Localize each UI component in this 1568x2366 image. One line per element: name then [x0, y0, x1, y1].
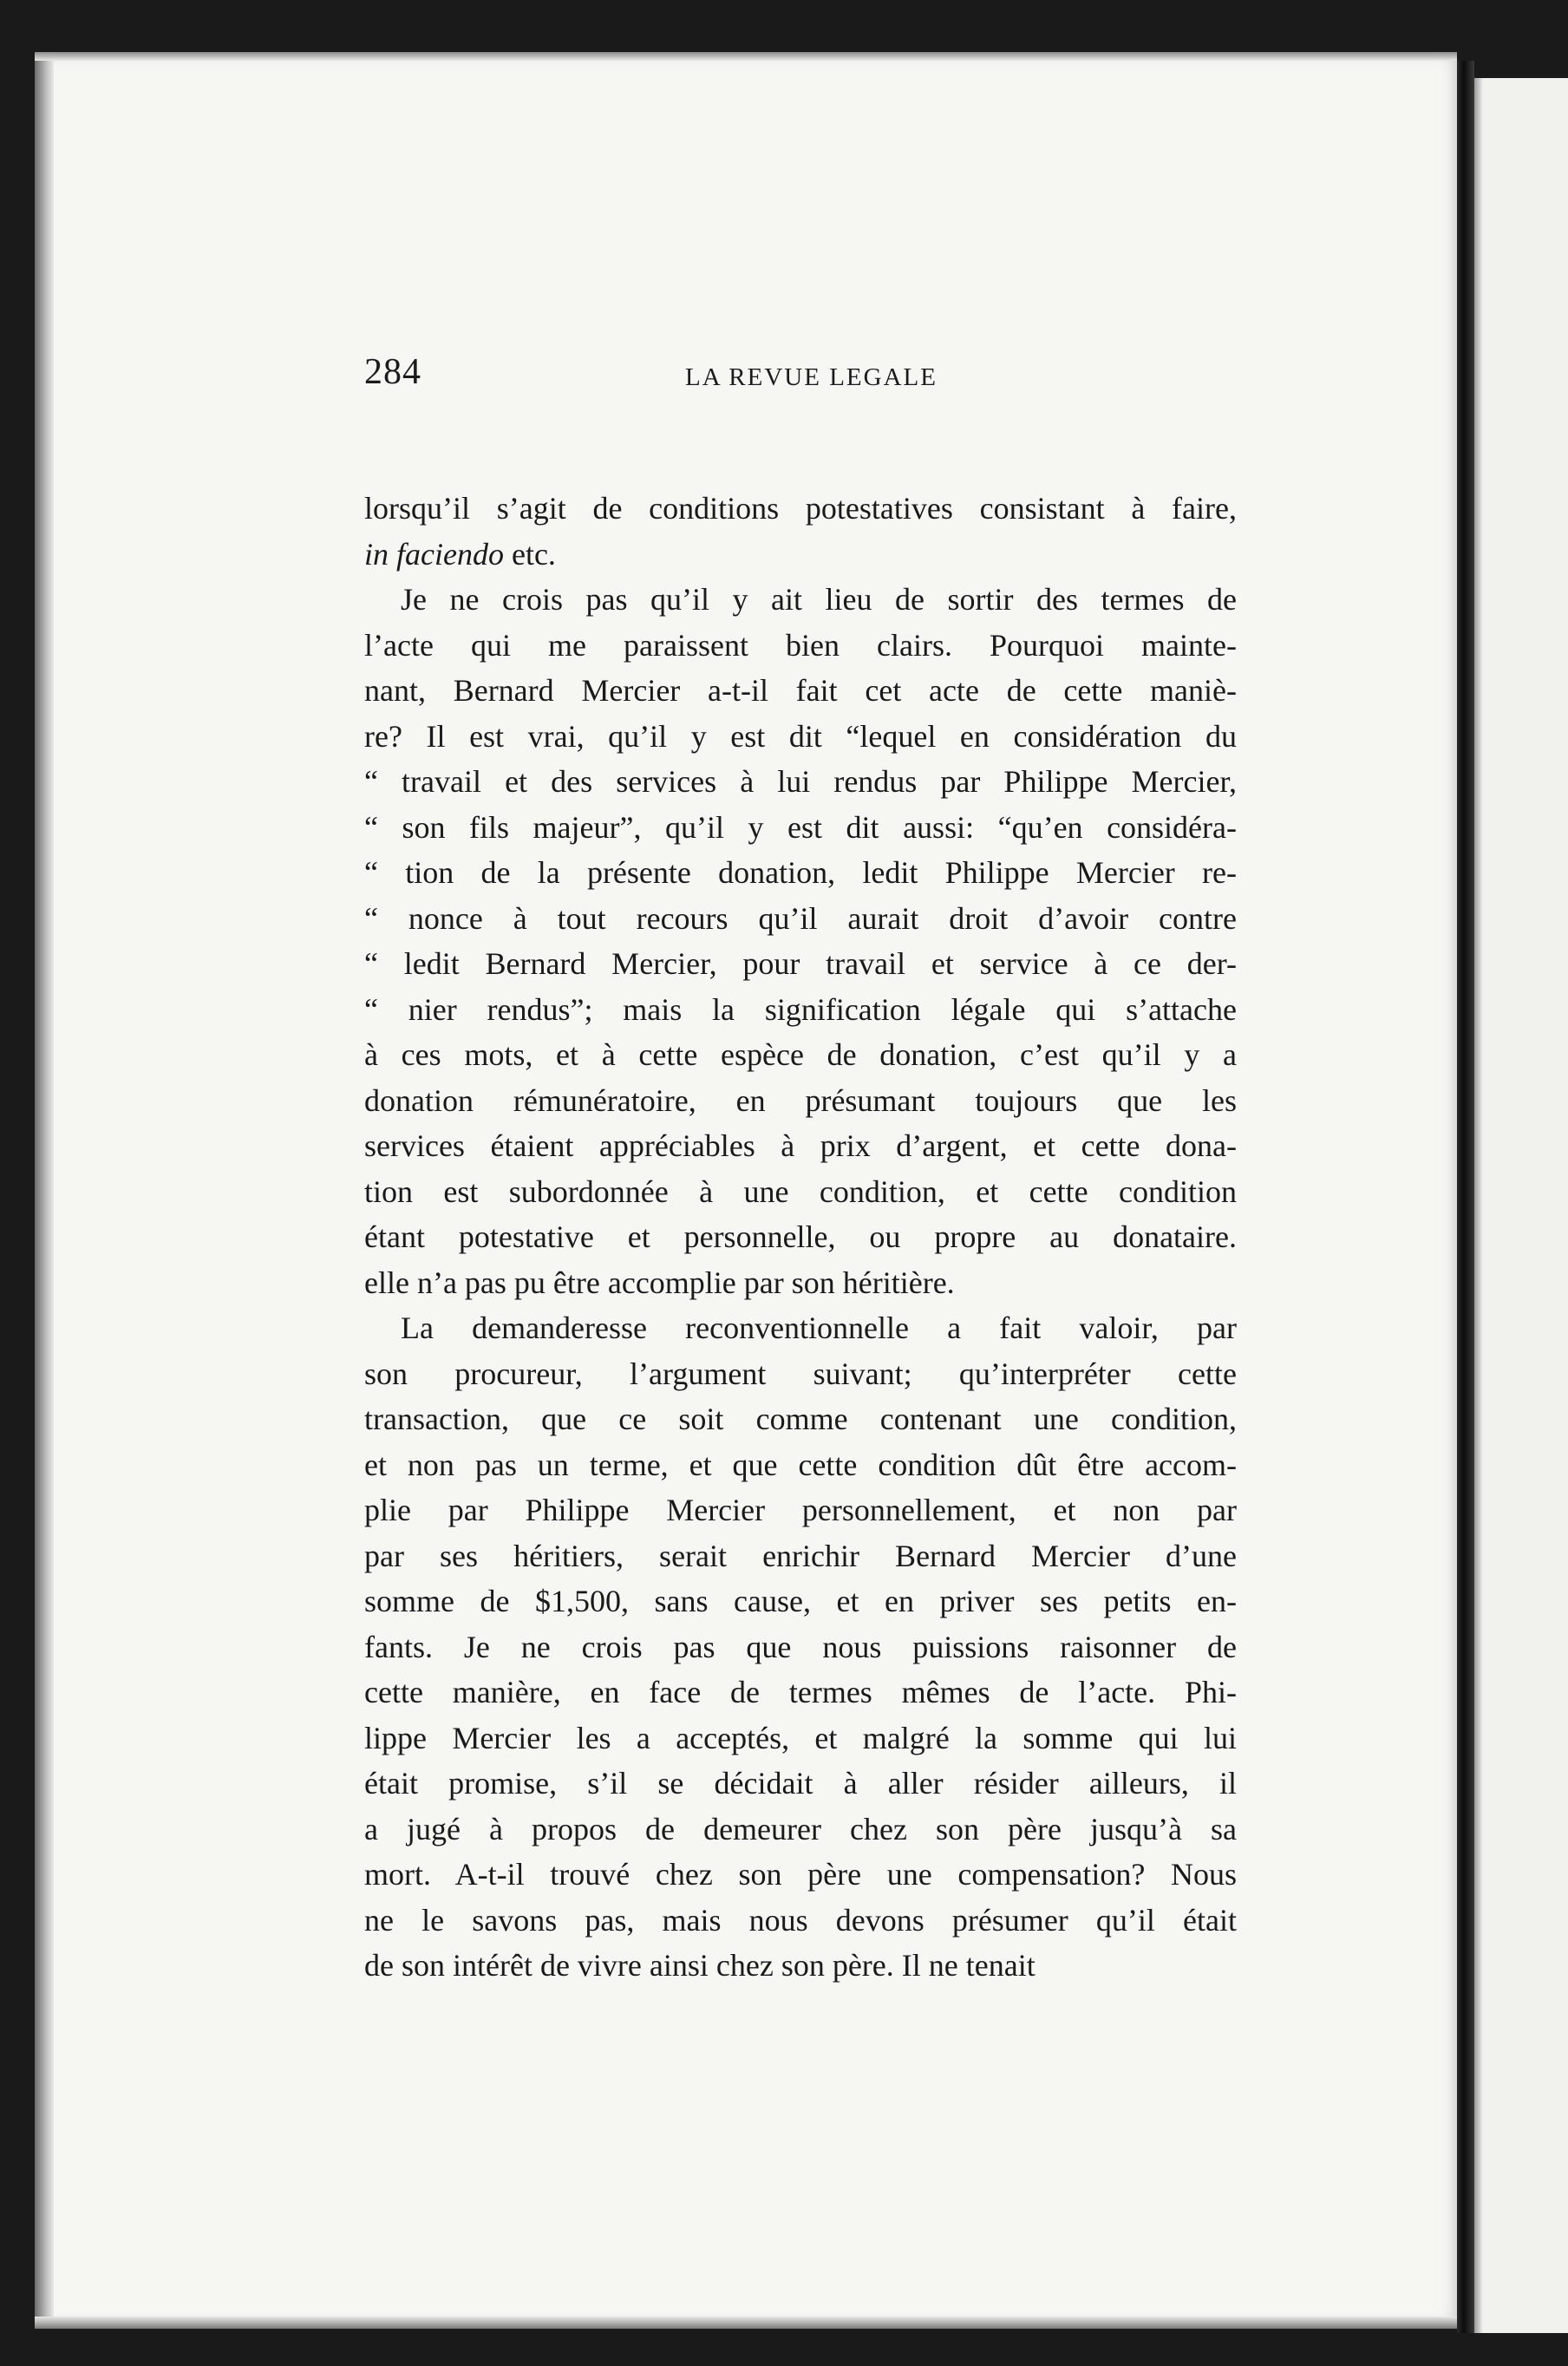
text-run: “ nonce à tout recours qu’il aurait droit d’avoir contre: [364, 900, 1237, 936]
text-line: [364, 1351, 1237, 1397]
text-line: [364, 1078, 1237, 1124]
page-left-edge: [35, 52, 54, 2329]
text-run: lorsqu’il s’agit de conditions potestatives consistant à faire,: [364, 491, 1237, 526]
text-run: ne le savons pas, mais nous devons présumer qu’il était: [364, 1902, 1237, 1938]
text-run: était promise, s’il se décidait à aller résider ailleurs, il: [364, 1766, 1237, 1801]
page-header: [364, 351, 1266, 421]
page-number: 284: [364, 352, 421, 392]
text-run: donation rémunératoire, en présumant toujours que les: [364, 1082, 1237, 1118]
text-run: “ tion de la présente donation, ledit Philippe Mercier re-: [364, 855, 1237, 890]
text-line: [364, 714, 1237, 760]
text-line: [364, 759, 1237, 805]
body-text: [364, 486, 1237, 1989]
text-run: somme de $1,500, sans cause, et en priver ses petits en-: [364, 1584, 1237, 1618]
facing-page: [1474, 78, 1568, 2333]
text-line: [364, 1852, 1237, 1898]
text-line: [364, 1578, 1237, 1624]
text-run: Je ne crois pas qu’il y ait lieu de sortir des termes de: [401, 582, 1237, 617]
text-run: lippe Mercier les a acceptés, et malgré la somme qui lui: [364, 1720, 1237, 1755]
text-line: [364, 987, 1237, 1033]
text-line: [364, 668, 1237, 714]
text-run: “ son fils majeur”, qu’il y est dit aussi: “qu’en considéra-: [364, 809, 1237, 845]
text-line: [364, 805, 1237, 851]
text-line: [364, 1442, 1237, 1488]
text-line: [364, 1943, 1237, 1989]
text-line: [364, 623, 1237, 669]
text-run: cette manière, en face de termes mêmes de l’acte. Phi-: [364, 1675, 1237, 1709]
text-run: “ nier rendus”; mais la signification légale qui s’attache: [364, 991, 1237, 1027]
text-run: mort. A-t-il trouvé chez son père une compensation? Nous: [364, 1857, 1237, 1892]
text-line: [364, 1487, 1237, 1533]
text-line: [364, 896, 1237, 942]
text-line: [364, 941, 1237, 987]
paragraph: [364, 577, 1237, 1305]
text-line: [364, 1123, 1237, 1169]
text-run: à ces mots, et à cette espèce de donation, c’est qu’il y a: [364, 1037, 1237, 1072]
text-line: [364, 532, 1237, 578]
text-run: “ travail et des services à lui rendus par Philippe Mercier,: [364, 764, 1237, 799]
text-run: nant, Bernard Mercier a-t-il fait cet acte de cette maniè-: [364, 673, 1237, 708]
text-run: fants. Je ne crois pas que nous puissions raisonner de: [364, 1629, 1237, 1664]
text-run: transaction, que ce soit comme contenant une condition,: [364, 1402, 1237, 1436]
text-run: par ses héritiers, serait enrichir Bernard Mercier d’une: [364, 1538, 1237, 1573]
text-line: [364, 850, 1237, 896]
text-run: l’acte qui me paraissent bien clairs. Pourquoi mainte-: [364, 627, 1237, 663]
text-run: re? Il est vrai, qu’il y est dit “lequel en considération du: [364, 718, 1237, 754]
text-run: services étaient appréciables à prix d’argent, et cette dona-: [364, 1128, 1237, 1163]
text-run: “ ledit Bernard Mercier, pour travail et service à ce der-: [364, 946, 1237, 981]
page-top-edge: [35, 52, 1457, 61]
text-run: tion est subordonnée à une condition, et cette condition: [364, 1173, 1237, 1209]
page-bottom-edge: [35, 2317, 1457, 2329]
text-line: [364, 1898, 1237, 1944]
text-run: son procureur, l’argument suivant; qu’interpréter cette: [364, 1356, 1237, 1391]
text-run: La demanderesse reconventionnelle a fait valoir, par: [401, 1310, 1237, 1345]
text-run: étant potestative et personnelle, ou propre au donataire.: [364, 1219, 1237, 1254]
text-line: [364, 577, 1237, 623]
facing-page-edge: [1474, 78, 1483, 2333]
text-line: [364, 1670, 1237, 1716]
paragraph: [364, 486, 1237, 577]
text-run: a jugé à propos de demeurer chez son père jusqu’à sa: [364, 1811, 1237, 1846]
text-line: [364, 1807, 1237, 1853]
text-line: [364, 1260, 1237, 1306]
text-run: etc.: [503, 536, 556, 572]
text-line: [364, 1305, 1237, 1351]
italic-text-run: in faciendo: [364, 536, 504, 572]
text-line: [364, 1533, 1237, 1579]
text-line: [364, 1716, 1237, 1761]
paragraph: [364, 1305, 1237, 1989]
text-line: [364, 1761, 1237, 1807]
text-line: [364, 486, 1237, 532]
text-run: plie par Philippe Mercier personnellement, et non par: [364, 1493, 1237, 1527]
text-line: [364, 1032, 1237, 1078]
text-line: [364, 1624, 1237, 1670]
text-run: elle n’a pas pu être accomplie par son héritière.: [364, 1265, 955, 1300]
text-line: [364, 1169, 1237, 1215]
text-line: [364, 1396, 1237, 1442]
running-head: LA REVUE LEGALE: [685, 363, 938, 391]
text-line: [364, 1214, 1237, 1260]
text-run: et non pas un terme, et que cette condition dût être accom-: [364, 1447, 1237, 1482]
text-run: de son intérêt de vivre ainsi chez son père. Il ne tenait: [364, 1948, 1036, 1983]
book-gutter: [1457, 61, 1474, 2333]
